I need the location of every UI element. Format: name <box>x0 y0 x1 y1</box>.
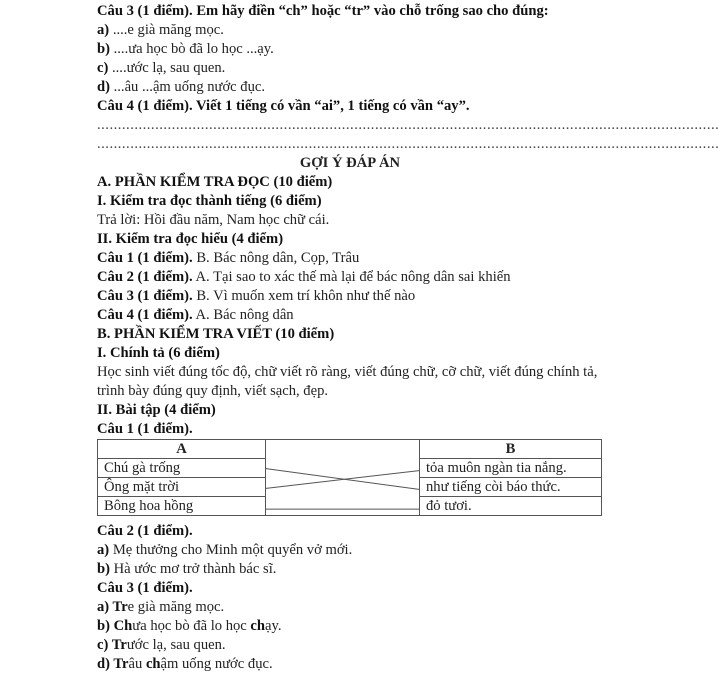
bold-text: ch <box>250 618 266 634</box>
bold-text: Câu 3 (1 điểm). <box>97 580 193 596</box>
text: ưa học bò đã lo học <box>132 618 251 634</box>
connector-lines <box>266 440 419 515</box>
answer-line-item <box>97 541 603 560</box>
bold-text: d) Tr <box>97 656 129 672</box>
answer-line-item <box>97 192 603 211</box>
reading-answers <box>97 173 603 363</box>
question-item <box>97 21 603 40</box>
left-cell: Ông mặt trời <box>98 478 266 497</box>
text: Trả lời: Hồi đầu năm, Nam học chữ cái. <box>97 212 330 228</box>
bold-text: I. Chính tả (6 điểm) <box>97 345 220 361</box>
text: ....ưa học bò đã lo học ...ạy. <box>109 41 274 57</box>
question-item <box>97 78 603 97</box>
answer-line-item <box>97 249 603 268</box>
question-heading <box>97 2 603 21</box>
column-b-header: B <box>420 440 602 459</box>
text: A. Bác nông dân <box>192 307 294 323</box>
answer-line: ...................................................................................................................................................... <box>97 117 719 133</box>
dictation-criteria: Học sinh viết đúng tốc độ, chữ viết rõ ràng, viết đúng chữ, cỡ chữ, viết đúng chính tả, trình bày đúng quy định, viết sạch, đẹp. <box>97 364 598 399</box>
text: ậm uống nước đục. <box>160 656 273 672</box>
bold-text: a) <box>97 542 110 558</box>
text: A. Tại sao to xác thế mà lại để bác nông dân sai khiến <box>192 269 511 285</box>
answer-line-item <box>97 579 603 598</box>
bold-text: d) <box>97 79 110 95</box>
bold-text: I. Kiểm tra đọc thành tiếng (6 điểm) <box>97 193 322 209</box>
answer-line-item <box>97 325 603 344</box>
bold-text: b) Ch <box>97 618 133 634</box>
exercise-answers-heading <box>97 401 603 439</box>
answer-line-item <box>97 268 603 287</box>
answer-line-item <box>97 401 603 420</box>
text: B. Vì muốn xem trí khôn như thế nào <box>192 288 416 304</box>
text: ạy. <box>265 618 282 634</box>
answer-line-item <box>97 617 603 636</box>
answer-line-item <box>97 306 603 325</box>
text: ....ước lạ, sau quen. <box>108 60 226 76</box>
right-cell: đỏ tươi. <box>420 497 602 516</box>
left-cell: Bông hoa hồng <box>98 497 266 516</box>
answer-line-item <box>97 655 603 674</box>
bold-text: Câu 2 (1 điểm). <box>97 523 193 539</box>
answer-key-title: GỢI Ý ĐÁP ÁN <box>299 155 401 171</box>
text: B. Bác nông dân, Cọp, Trâu <box>192 250 360 266</box>
answer-line-item <box>97 287 603 306</box>
bold-text: B. PHẦN KIỂM TRA VIẾT (10 điểm) <box>97 326 335 342</box>
question-item <box>97 59 603 78</box>
exercise-answers <box>97 522 603 674</box>
bold-text: II. Kiểm tra đọc hiểu (4 điểm) <box>97 231 284 247</box>
bold-text: Câu 4 (1 điểm). <box>97 307 193 323</box>
question-heading <box>97 97 603 116</box>
answer-line-item <box>97 344 603 363</box>
text: ....e già măng mọc. <box>109 22 224 38</box>
bold-text: b) <box>97 561 110 577</box>
bold-text: II. Bài tập (4 điểm) <box>97 402 216 418</box>
bold-text: Câu 1 (1 điểm). <box>97 250 193 266</box>
matching-table <box>97 439 603 516</box>
bold-text: A. PHẦN KIỂM TRA ĐỌC (10 điểm) <box>97 174 333 190</box>
question-item <box>97 40 603 59</box>
bold-text: Câu 2 (1 điểm). <box>97 269 193 285</box>
text: Hà ước mơ trở thành bác sĩ. <box>109 561 277 577</box>
answer-line-item <box>97 420 603 439</box>
answer-line-item <box>97 598 603 617</box>
answer-line-item <box>97 230 603 249</box>
answer-line: ...................................................................................................................................................... <box>97 136 719 152</box>
bold-text: a) Tr <box>97 599 128 615</box>
right-cell: tỏa muôn ngàn tia nắng. <box>420 459 602 478</box>
answer-line-item <box>97 522 603 541</box>
bold-text: Câu 4 (1 điểm). Viết 1 tiếng có vần “ai”, 1 tiếng có vần “ay”. <box>97 98 470 114</box>
text: Mẹ thưởng cho Minh một quyển vở mới. <box>109 542 353 558</box>
exercise-section <box>97 2 603 116</box>
answer-line-item <box>97 636 603 655</box>
answer-line-item <box>97 211 603 230</box>
bold-text: c) <box>97 60 109 76</box>
connector-line <box>266 471 419 489</box>
bold-text: ch <box>145 656 161 672</box>
text: âu <box>128 656 146 672</box>
left-cell: Chú gà trống <box>98 459 266 478</box>
column-a-header: A <box>98 440 266 459</box>
answer-line-item <box>97 560 603 579</box>
bold-text: c) Tr <box>97 637 127 653</box>
document-page <box>97 2 719 674</box>
right-cell: như tiếng còi báo thức. <box>420 478 602 497</box>
answer-line-item <box>97 173 603 192</box>
matching-lines <box>266 440 420 516</box>
bold-text: Câu 3 (1 điểm). Em hãy điền “ch” hoặc “tr” vào chỗ trống sao cho đúng: <box>97 3 549 19</box>
bold-text: Câu 3 (1 điểm). <box>97 288 193 304</box>
text: ước lạ, sau quen. <box>126 637 226 653</box>
text: ...âu ...ậm uống nước đục. <box>109 79 266 95</box>
bold-text: Câu 1 (1 điểm). <box>97 421 193 437</box>
bold-text: a) <box>97 22 110 38</box>
text: e già măng mọc. <box>127 599 225 615</box>
bold-text: b) <box>97 41 110 57</box>
